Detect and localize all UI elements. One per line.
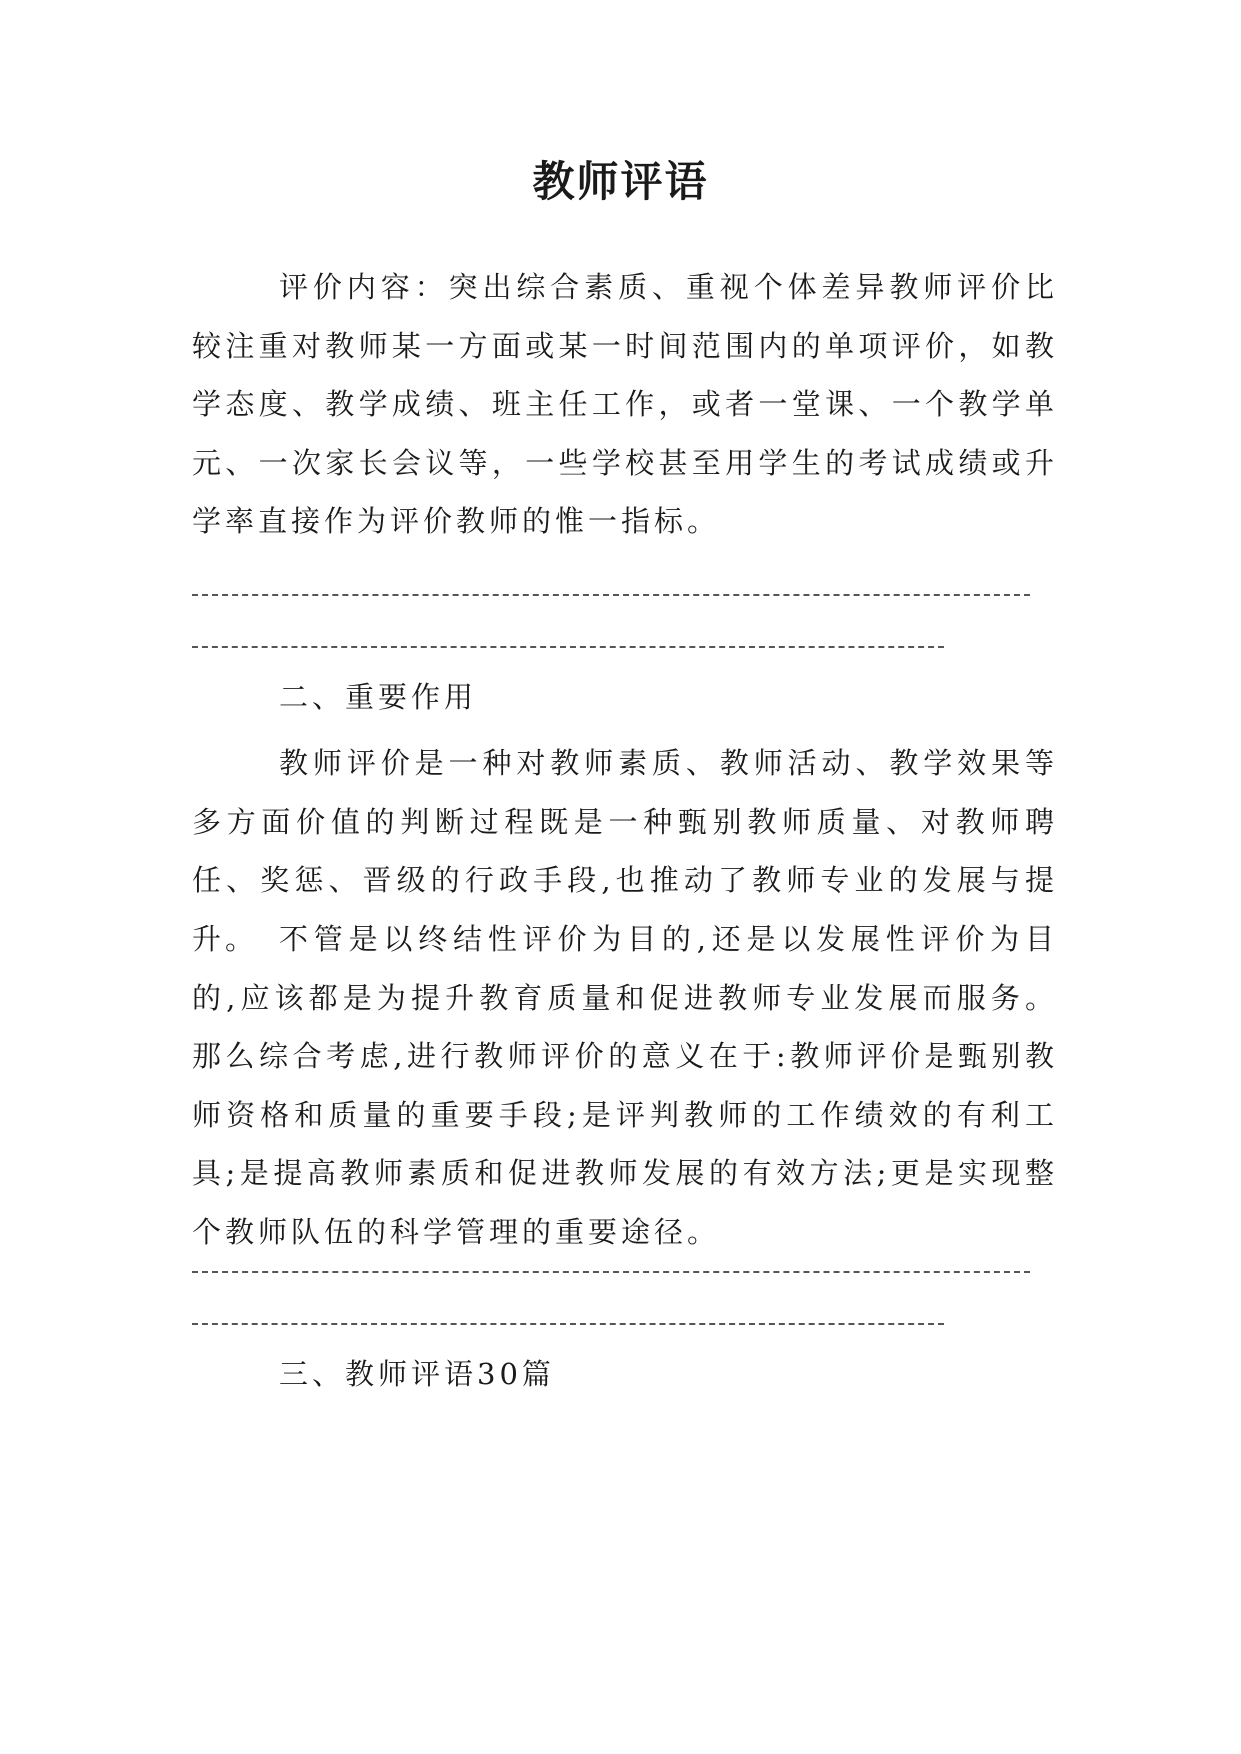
section-heading-comments: 三、教师评语30篇 — [279, 1357, 555, 1391]
importance-paragraph-1: 教师评价是一种对教师素质、教师活动、教学效果等多方面价值的判断过程既是一种甄别教师质量、对教师聘任、奖惩、晋级的行政手段,也推动了教师专业的发展与提升。 — [192, 746, 1058, 956]
dashed-divider — [192, 1271, 1030, 1273]
dashed-divider — [192, 646, 944, 648]
intro-paragraph: 评价内容：突出综合素质、重视个体差异教师评价比较注重对教师某一方面或某一时间范围内的单项评价，如教学态度、教学成绩、班主任工作，或者一堂课、一个教学单元、一次家长会议等，一些学校甚至用学生的考试成绩或升学率直接作为评价教师的惟一指标。 — [192, 270, 1058, 538]
section-heading-importance: 二、重要作用 — [279, 680, 478, 714]
importance-paragraph-2: 不管是以终结性评价为目的,还是以发展性评价为目的,应该都是为提升教育质量和促进教师专业发展而服务。那么综合考虑,进行教师评价的意义在于:教师评价是甄别教师资格和质量的重要手段;是评判教师的工作绩效的有利工具;是提高教师素质和促进教师发展的有效方法;更是实现整个教师队伍的科学管理的重要途径。 — [192, 922, 1058, 1249]
document-title: 教师评语 — [532, 157, 709, 206]
dashed-divider — [192, 594, 1030, 596]
dashed-divider — [192, 1323, 944, 1325]
